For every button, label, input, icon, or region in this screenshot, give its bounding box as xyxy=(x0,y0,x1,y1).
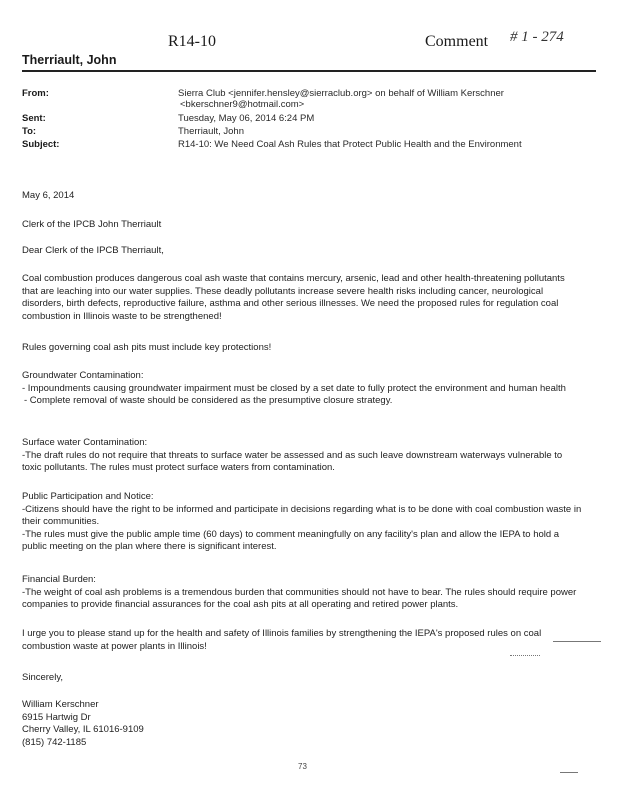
sender-name: William Kerschner xyxy=(22,699,99,710)
subject-label: Subject: xyxy=(22,139,60,150)
groundwater-heading: Groundwater Contamination: xyxy=(22,370,144,381)
sender-phone: (815) 742-1185 xyxy=(22,736,87,748)
surface-heading: Surface water Contamination: xyxy=(22,437,148,448)
groundwater-point-2: - Complete removal of waste should be considered as the presumptive closure strategy. xyxy=(24,395,393,406)
from-value xyxy=(178,88,578,110)
surface-water-section xyxy=(22,437,582,475)
to-value: Therriault, John xyxy=(178,126,245,137)
to-label: To: xyxy=(22,126,37,137)
signature-block xyxy=(22,699,582,749)
letter-date: May 6, 2014 xyxy=(22,190,75,201)
intro-paragraph: Coal combustion produces dangerous coal ash waste that contains mercury, arsenic, lead and other health-threatening pollutants that are leaching into our water supplies. These deadly pollutants increase severe health risks including cancer, neurological disorders, birth defects, reproductive failure, asthma and other serious illnesses. We need the proposed rules for regulation coal combustion in Illinois waste to be strengthened! xyxy=(22,273,565,322)
public-participation-section xyxy=(22,491,582,554)
page-number: 73 xyxy=(298,762,307,771)
recipient-name-heading: Therriault, John xyxy=(22,53,117,67)
financial-heading: Financial Burden: xyxy=(22,574,96,585)
scan-artifact-footer xyxy=(560,772,578,773)
financial-burden-section xyxy=(22,574,582,612)
groundwater-point-1: - Impoundments causing groundwater impairment must be closed by a set date to fully protect the environment and human health xyxy=(22,382,566,394)
key-protections-line: Rules governing coal ash pits must include key protections! xyxy=(22,342,272,353)
header-divider xyxy=(22,70,596,72)
case-number: R14-10 xyxy=(168,33,216,50)
subject-value: R14-10: We Need Coal Ash Rules that Protect Public Health and the Environment xyxy=(178,139,522,150)
groundwater-section xyxy=(22,370,582,408)
public-point-2: -The rules must give the public ample time (60 days) to comment meaningfully on any facility's plan and allow the IEPA to hold a public meeting on the plan where there is significant interest. xyxy=(22,528,560,552)
letter-addressee: Clerk of the IPCB John Therriault xyxy=(22,219,162,230)
scan-artifact-dots xyxy=(510,655,540,656)
from-line-2: <bkerschner9@hotmail.com> xyxy=(180,99,305,110)
scan-artifact-line xyxy=(553,641,601,642)
sender-city: Cherry Valley, IL 61016-9109 xyxy=(22,724,144,735)
sender-street: 6915 Hartwig Dr xyxy=(22,711,91,723)
from-line-1: Sierra Club <jennifer.hensley@sierraclub.org> on behalf of William Kerschner xyxy=(178,88,504,99)
comment-number: # 1 - 274 xyxy=(510,29,564,45)
letter-signoff: Sincerely, xyxy=(22,672,64,683)
surface-point-1: -The draft rules do not require that threats to surface water be assessed and as such leave downstream waterways vulnerable to toxic pollutants. The rules must protect surface waters from contamination. xyxy=(22,449,563,473)
sent-label: Sent: xyxy=(22,113,46,124)
from-label: From: xyxy=(22,88,49,99)
financial-point-1: -The weight of coal ash problems is a tremendous burden that communities should not have to bear. The rules should require power companies to provide financial assurances for the coal ash pits at all operating and retired power plants. xyxy=(22,586,577,610)
public-heading: Public Participation and Notice: xyxy=(22,491,154,502)
public-point-1: -Citizens should have the right to be informed and participate in decisions regarding what is to be done with coal combustion waste in their communities. xyxy=(22,503,582,527)
sent-value: Tuesday, May 06, 2014 6:24 PM xyxy=(178,113,315,124)
letter-salutation: Dear Clerk of the IPCB Therriault, xyxy=(22,245,164,256)
closing-paragraph: I urge you to please stand up for the health and safety of Illinois families by strengthening the IEPA's proposed rules on coal combustion waste at power plants in Illinois! xyxy=(22,628,542,652)
comment-label: Comment xyxy=(425,33,489,50)
